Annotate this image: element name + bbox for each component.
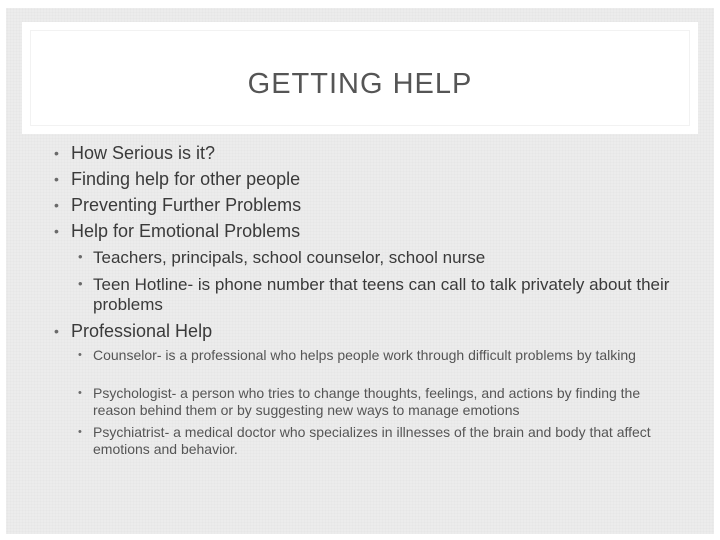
bullet-item — [54, 321, 691, 342]
bullet-item — [54, 195, 691, 216]
detail-bullet-item — [78, 385, 683, 419]
bullet-item — [54, 169, 691, 190]
bullet-icon: • — [54, 171, 59, 187]
slide-title: GETTING HELP — [247, 68, 473, 100]
detail-bullet-item — [78, 424, 683, 458]
bullet-icon: • — [78, 276, 83, 291]
bullet-item — [54, 143, 691, 164]
slide-body — [6, 8, 714, 534]
detail-bullet-item — [78, 347, 683, 364]
bullet-icon: • — [54, 145, 59, 161]
sub-bullet-item — [78, 248, 693, 268]
bullet-icon: • — [54, 323, 59, 339]
bullet-text: Professional Help — [71, 321, 213, 341]
bullet-item — [54, 221, 691, 242]
bullet-text: How Serious is it? — [71, 143, 216, 163]
bullet-text: Finding help for other people — [71, 169, 301, 189]
bullet-text: Help for Emotional Problems — [71, 221, 301, 241]
bullet-text: Preventing Further Problems — [71, 195, 302, 215]
sub-bullet-item — [78, 275, 693, 314]
bullet-icon: • — [78, 349, 82, 361]
bullet-text: Psychiatrist- a medical doctor who specializes in illnesses of the brain and body that affect emotions and behavior. — [93, 424, 651, 458]
bullet-icon: • — [54, 223, 59, 239]
bullet-icon: • — [78, 387, 82, 399]
bullet-icon: • — [78, 249, 83, 264]
slide — [6, 8, 714, 534]
bullet-text: Psychologist- a person who tries to change thoughts, feelings, and actions by finding the reason behind them or by suggesting new ways to manage emotions — [93, 385, 641, 419]
bullet-text: Teen Hotline- is phone number that teens can call to talk privately about their problems — [93, 275, 670, 314]
bullet-text: Teachers, principals, school counselor, school nurse — [93, 248, 486, 267]
bullet-icon: • — [78, 426, 82, 438]
bullet-text: Counselor- is a professional who helps people work through difficult problems by talking — [93, 347, 636, 363]
bullet-icon: • — [54, 197, 59, 213]
